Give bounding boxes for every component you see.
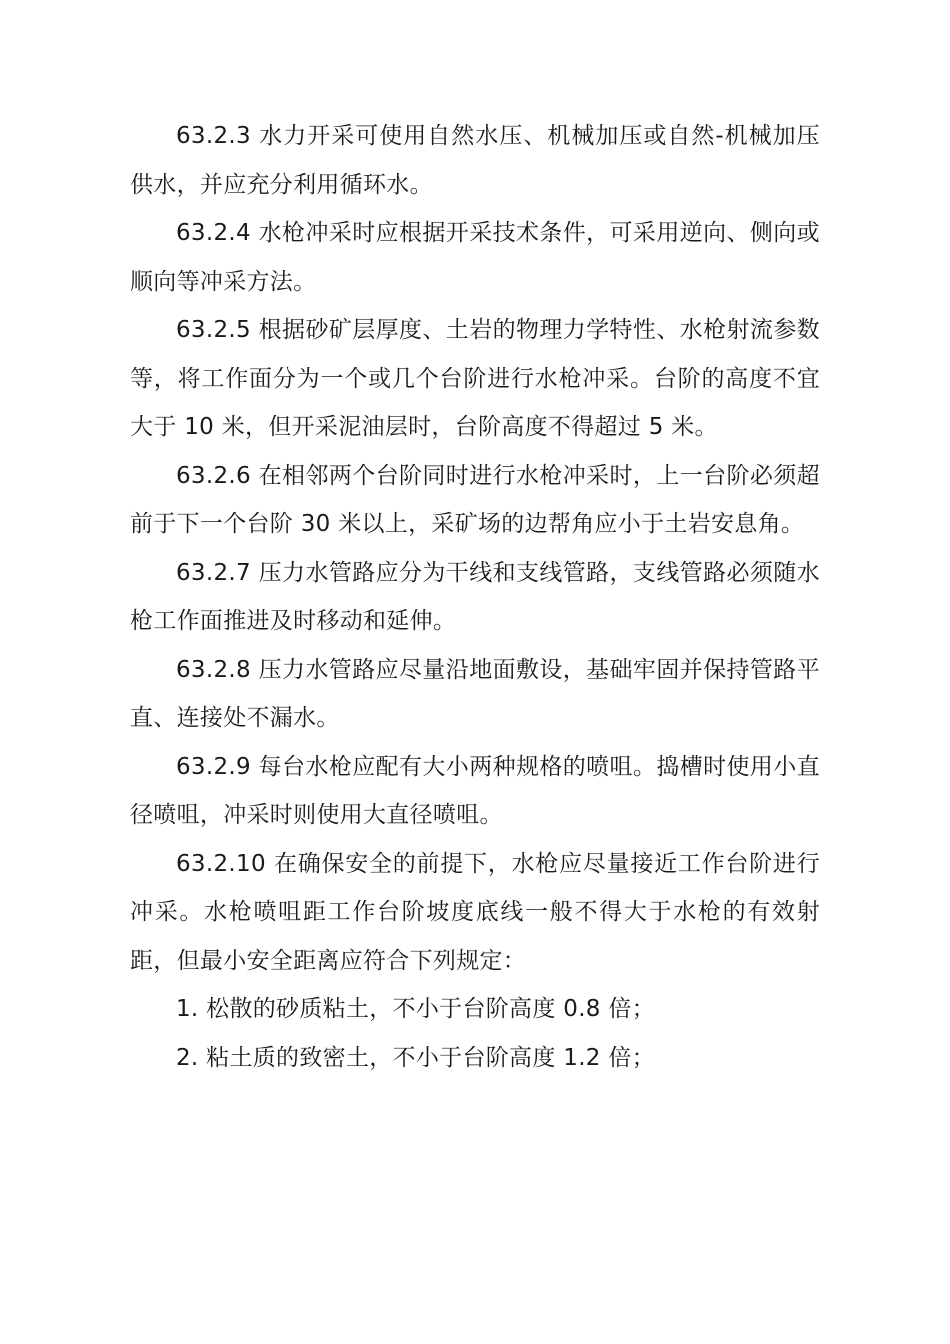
- paragraph-63-2-8: 63.2.8 压力水管路应尽量沿地面敷设，基础牢固并保持管路平直、连接处不漏水。: [130, 656, 820, 731]
- list-item-1: 1. 松散的砂质粘土，不小于台阶高度 0.8 倍；: [176, 996, 655, 1022]
- paragraph-63-2-4: 63.2.4 水枪冲采时应根据开采技术条件，可采用逆向、侧向或顺向等冲采方法。: [130, 220, 820, 295]
- document-body: [130, 112, 820, 1082]
- paragraph-63-2-6: 63.2.6 在相邻两个台阶同时进行水枪冲采时，上一台阶必须超前于下一个台阶 30 米以上，采矿场的边帮角应小于土岩安息角。: [130, 462, 820, 537]
- paragraph-63-2-3: 63.2.3 水力开采可使用自然水压、机械加压或自然-机械加压供水，并应充分利用循环水。: [130, 123, 820, 198]
- paragraph-63-2-9: 63.2.9 每台水枪应配有大小两种规格的喷咀。捣槽时使用小直径喷咀，冲采时则使用大直径喷咀。: [130, 753, 820, 828]
- paragraph-63-2-7: 63.2.7 压力水管路应分为干线和支线管路，支线管路必须随水枪工作面推进及时移动和延伸。: [130, 559, 820, 634]
- list-item-2: 2. 粘土质的致密土，不小于台阶高度 1.2 倍；: [176, 1044, 655, 1071]
- paragraph-63-2-10: 63.2.10 在确保安全的前提下，水枪应尽量接近工作台阶进行冲采。水枪喷咀距工作台阶坡度底线一般不得大于水枪的有效射距，但最小安全距离应符合下列规定：: [130, 850, 820, 974]
- paragraph-63-2-5: 63.2.5 根据砂矿层厚度、土岩的物理力学特性、水枪射流参数等，将工作面分为一个或几个台阶进行水枪冲采。台阶的高度不宜大于 10 米，但开采泥油层时，台阶高度不得超过 5 米。: [130, 317, 820, 440]
